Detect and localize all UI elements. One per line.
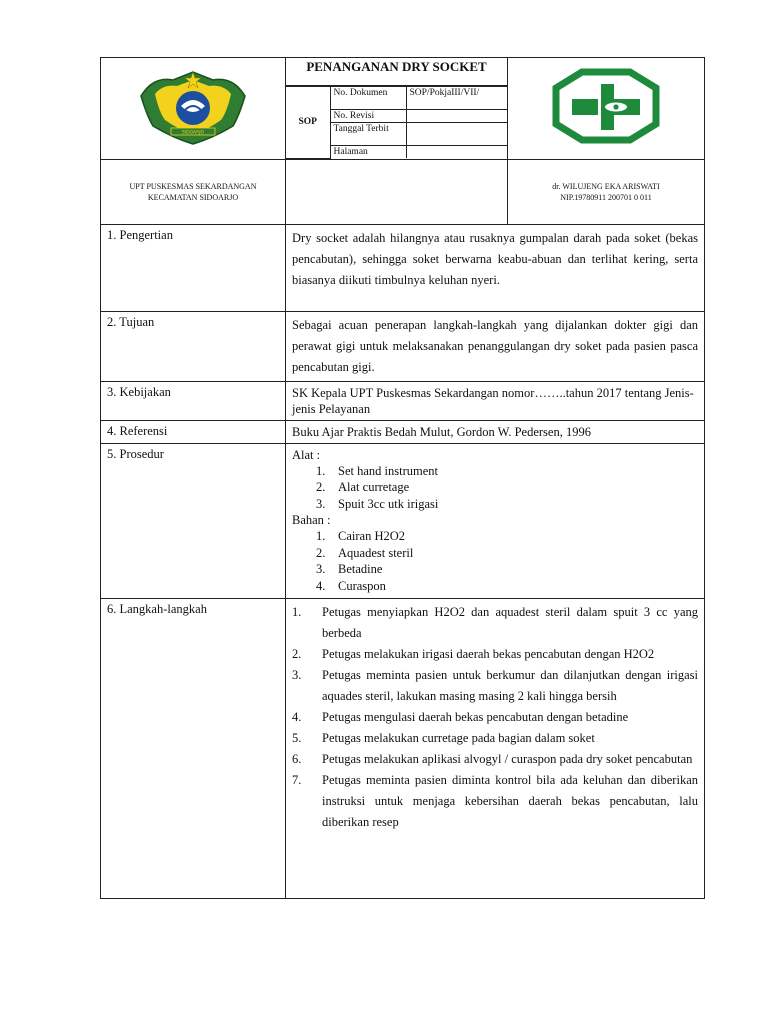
step-item: 4. Petugas mengulasi daerah bekas pencabutan dengan betadine (292, 709, 629, 724)
bahan-title: Bahan : (292, 513, 331, 527)
list-item: 3. Spuit 3cc utk irigasi (316, 496, 439, 511)
meta-value-no-dokumen: SOP/PokjaIII/VII/ (406, 87, 508, 110)
title-block (286, 58, 508, 160)
bahan-list (292, 528, 698, 594)
section-content-langkah (286, 598, 705, 898)
section-label-langkah: 6. Langkah-langkah (101, 598, 286, 898)
sop-table (100, 57, 705, 899)
regency-emblem-cell (101, 58, 286, 160)
organization-cell (101, 159, 286, 224)
signer-nip: NIP.19780911 200701 0 011 (560, 192, 652, 202)
puskesmas-logo-icon (546, 66, 666, 146)
meta-value-no-revisi (406, 110, 508, 123)
meta-label-no-dokumen: No. Dokumen (330, 87, 406, 110)
puskesmas-logo-cell (508, 58, 705, 160)
emblem-text: SIDOARJO (181, 130, 205, 136)
sop-label: SOP (286, 87, 330, 159)
section-label-referensi: 4. Referensi (101, 420, 286, 443)
step-item: 6. Petugas melakukan aplikasi alvogyl / curaspon pada dry soket pencabutan (292, 751, 693, 766)
signer-name: dr. WILUJENG EKA ARISWATI (552, 181, 660, 191)
section-text-tujuan: Sebagai acuan penerapan langkah-langkah yang dijalankan dokter gigi dan perawat gigi untuk melaksanakan penanggulangan dry soket pada pasien pasca pencabutan gigi. (286, 311, 705, 381)
list-item: 4. Curaspon (316, 578, 386, 593)
list-item: 1. Set hand instrument (316, 463, 438, 478)
section-label-pengertian: 1. Pengertian (101, 224, 286, 311)
step-item: 7. Petugas meminta pasien diminta kontrol bila ada keluhan dan diberikan instruksi untuk menjaga kebersihan daerah bekas pencabutan, lalu diberikan resep (292, 772, 698, 829)
meta-table (286, 86, 508, 159)
list-item: 1. Cairan H2O2 (316, 529, 405, 543)
section-content-prosedur (286, 443, 705, 598)
blank-cell (286, 159, 508, 224)
meta-label-halaman: Halaman (330, 146, 406, 159)
sop-document (100, 57, 704, 899)
list-item: 2. Aquadest steril (316, 545, 414, 560)
section-text-pengertian: Dry socket adalah hilangnya atau rusaknya gumpalan darah pada soket (bekas pencabutan), sehingga soket berwarna keabu-abuan dan terlihat kering, serta biasanya diikuti timbulnya keluhan nyeri. (286, 224, 705, 311)
meta-label-no-revisi: No. Revisi (330, 110, 406, 123)
org-district: KECAMATAN SIDOARJO (147, 192, 239, 202)
step-item: 3. Petugas meminta pasien untuk berkumur dan dilanjutkan dengan irigasi aquades steril, lakukan masing masing 2 kali hingga bersih (292, 667, 698, 703)
document-title: PENANGANAN DRY SOCKET (286, 58, 507, 86)
org-name: UPT PUSKESMAS SEKARDANGAN (129, 181, 257, 191)
sidoarjo-emblem-icon (133, 66, 253, 146)
step-item: 5. Petugas melakukan curretage pada bagian dalam soket (292, 730, 595, 745)
signer-cell (508, 159, 705, 224)
meta-label-tanggal-terbit: Tanggal Terbit (330, 123, 406, 146)
section-label-tujuan: 2. Tujuan (101, 311, 286, 381)
alat-list (292, 463, 698, 513)
alat-title: Alat : (292, 447, 321, 462)
meta-value-halaman (406, 146, 508, 159)
meta-value-tanggal-terbit (406, 123, 508, 146)
step-item: 2. Petugas melakukan irigasi daerah bekas pencabutan dengan H2O2 (292, 646, 655, 661)
section-text-kebijakan: SK Kepala UPT Puskesmas Sekardangan nomor……..tahun 2017 tentang Jenis-jenis Pelayanan (286, 381, 705, 420)
section-label-prosedur: 5. Prosedur (101, 443, 286, 598)
step-item: 1. Petugas menyiapkan H2O2 dan aquadest steril dalam spuit 3 cc yang berbeda (292, 604, 698, 640)
section-label-kebijakan: 3. Kebijakan (101, 381, 286, 420)
section-text-referensi: Buku Ajar Praktis Bedah Mulut, Gordon W. Pedersen, 1996 (286, 420, 705, 443)
list-item: 3. Betadine (316, 562, 383, 576)
list-item: 2. Alat curretage (316, 480, 410, 494)
steps-list (292, 602, 698, 833)
